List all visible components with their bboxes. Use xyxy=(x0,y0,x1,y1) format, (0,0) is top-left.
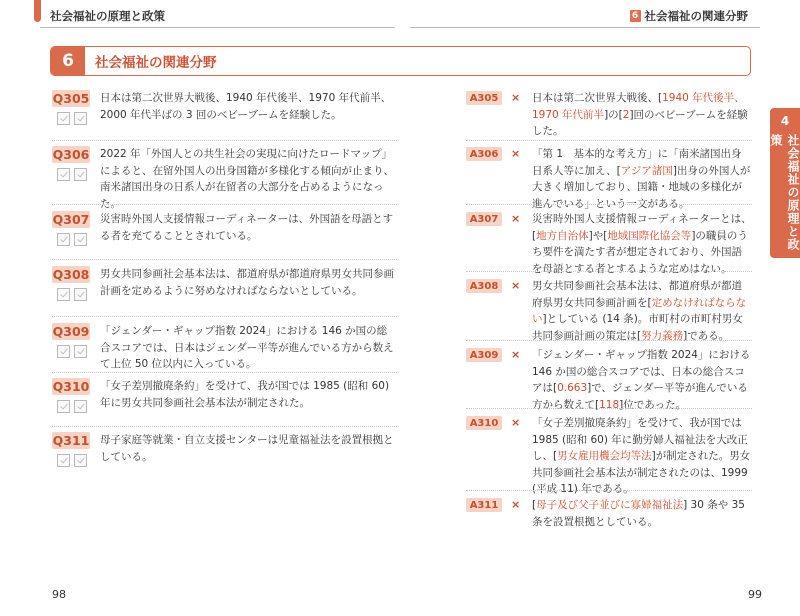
answer-keyword: 118 xyxy=(599,398,620,411)
checkbox[interactable] xyxy=(57,112,70,125)
question-text: 男女共同参画社会基本法は、都道府県が都道府県男女共同参画計画を定めるように努めなければならないとしている。 xyxy=(100,268,394,297)
question-badge: Q309 xyxy=(52,324,90,339)
checkbox[interactable] xyxy=(74,233,87,246)
answer-keyword: 定めなければならない xyxy=(532,296,747,325)
question-badge: Q308 xyxy=(52,267,90,282)
answer-badge: A305 xyxy=(466,91,502,105)
running-head-left: 社会福祉の原理と政策 xyxy=(50,9,165,23)
section-number: 6 xyxy=(51,47,85,75)
question-text: 「女子差別撤廃条約」を受けて、我が国では 1985 (昭和 60) 年に男女共同参画社会基本法が制定された。 xyxy=(100,380,390,409)
answer-mark: × xyxy=(511,348,521,361)
running-head-title: 社会福祉の関連分野 xyxy=(644,9,748,23)
separator xyxy=(52,426,397,427)
answer-badge: A309 xyxy=(466,348,502,362)
running-head-right xyxy=(630,8,749,24)
checkbox[interactable] xyxy=(57,233,70,246)
answer-badge: A306 xyxy=(466,147,502,161)
separator xyxy=(466,140,752,141)
answer-text-part: [ xyxy=(532,499,537,511)
answer-text-part: 「女子差別撤廃条約」を受けて、我が国では 1985 (昭和 60) 年に勤労婦人福祉法を大改正し、[ xyxy=(532,417,748,462)
answer-text-part: ]や[ xyxy=(588,229,608,242)
question-badge: Q305 xyxy=(52,91,90,106)
checkbox[interactable] xyxy=(74,454,87,467)
answer-keyword: 2 xyxy=(622,108,630,121)
check-boxes xyxy=(57,112,87,125)
answer-keyword: 0.663 xyxy=(557,382,588,394)
answer-text-part: ]回のベビーブームを経験した。 xyxy=(532,108,748,137)
answer-badge: A308 xyxy=(466,279,502,293)
answer-text xyxy=(532,90,752,140)
answer-mark: × xyxy=(511,91,521,104)
answer-badge: A307 xyxy=(466,212,502,226)
checkbox[interactable] xyxy=(57,454,70,467)
checkbox[interactable] xyxy=(74,112,87,125)
answer-mark: × xyxy=(511,279,521,292)
checkbox[interactable] xyxy=(74,400,87,413)
answer-mark: × xyxy=(511,416,521,429)
separator xyxy=(466,490,752,491)
answer-keyword: アジア諸国 xyxy=(620,164,673,177)
answer-mark: × xyxy=(511,212,521,225)
answer-text xyxy=(532,415,752,498)
section-heading xyxy=(50,46,751,76)
answer-text-part: ]出身の外国人が大きく増加しており、国籍・地域の多様化が進んでいる」という一文がある。 xyxy=(532,164,751,210)
separator xyxy=(466,408,752,409)
answer-text-part: 日本は第二次世界大戦後、[ xyxy=(532,92,663,104)
question-text: 日本は第二次世界大戦後、1940 年代後半、1970 年代前半、2000 年代半ばの 3 回のベビーブームを経験した。 xyxy=(100,92,392,121)
question-text: 母子家庭等就業・自立支援センターは児童福祉法を設置根拠としている。 xyxy=(100,434,394,463)
answer-text xyxy=(532,211,752,277)
chapter-side-tab xyxy=(770,108,800,258)
answer-keyword: 地方自治体 xyxy=(536,229,589,242)
answer-text-part: 災害時外国人支援情報コーディネーターとは、[ xyxy=(532,213,752,242)
answer-keyword: 1940 年代後半、1970 年代前半 xyxy=(532,92,745,121)
chapter-title: 社会福祉の原理と政策 xyxy=(769,134,800,251)
top-edge-tab xyxy=(34,0,41,22)
answer-mark: × xyxy=(511,147,521,160)
answer-text xyxy=(532,497,752,530)
answer-text-part: ] 30 条や 35 条を設置根拠としている。 xyxy=(532,499,745,528)
answer-mark: × xyxy=(511,498,521,511)
separator xyxy=(466,271,752,272)
answer-keyword: 男女雇用機会均等法 xyxy=(557,450,652,462)
answer-text-part: 男女共同参画社会基本法は、都道府県が都道府県男女共同参画計画を[ xyxy=(532,280,742,309)
checkbox[interactable] xyxy=(74,168,87,181)
question-text: 2022 年「外国人との共生社会の実現に向けたロードマップ」によると、在留外国人の出身国籍が多様化する傾向が止まり、南米諸国出身の日系人が在留者の大部分を占めるようになった。 xyxy=(100,148,394,210)
answer-text-part: 「第 1 基本的な考え方」に「南米諸国出身日系人等に加え、[ xyxy=(532,148,742,177)
answer-text-part: ]としている (14 条)。市町村の市町村男女共同参画計画の策定は[ xyxy=(532,313,743,342)
question-badge: Q306 xyxy=(52,147,90,162)
answer-text-part: ]の職員のうち要件を満たす者が想定されており、外国語を母語とする者とするような定めはない。 xyxy=(532,229,748,275)
separator xyxy=(52,204,397,205)
checkbox[interactable] xyxy=(57,345,70,358)
answer-text-part: ]位であった。 xyxy=(619,398,687,411)
answer-keyword: 母子及び父子並びに寡婦福祉法 xyxy=(536,499,684,511)
page-number-right: 99 xyxy=(748,588,762,601)
separator xyxy=(52,259,397,260)
chapter-number: 4 xyxy=(780,114,790,128)
section-title: 社会福祉の関連分野 xyxy=(95,55,217,71)
separator xyxy=(52,140,397,141)
answer-keyword: 地域国際化協会等 xyxy=(607,229,692,242)
checkbox[interactable] xyxy=(74,288,87,301)
running-head-number: 6 xyxy=(630,10,641,22)
answer-badge: A310 xyxy=(466,416,502,430)
question-badge: Q310 xyxy=(52,379,90,394)
check-boxes xyxy=(57,400,87,413)
answer-text xyxy=(532,347,752,413)
answer-text-part: ]である。 xyxy=(683,329,730,342)
answer-text-part: ]が制定された。男女共同参画社会基本法が制定されたのは、1999 (平成 11) 年である。 xyxy=(532,450,751,495)
checkbox[interactable] xyxy=(57,168,70,181)
check-boxes xyxy=(57,288,87,301)
answer-text-part: 「ジェンダー・ギャップ指数 2024」における 146 か国の総合スコアでは、日本の総合スコアは[ xyxy=(532,349,751,394)
separator xyxy=(52,372,397,373)
page-number-left: 98 xyxy=(52,588,66,601)
answer-text xyxy=(532,146,752,212)
answer-text xyxy=(532,278,752,344)
check-boxes xyxy=(57,168,87,181)
question-badge: Q311 xyxy=(52,433,90,448)
checkbox[interactable] xyxy=(57,288,70,301)
header-rule-left xyxy=(40,27,395,28)
question-badge: Q307 xyxy=(52,212,90,227)
answer-text-part: ]の[ xyxy=(604,108,623,121)
separator xyxy=(52,316,397,317)
answer-badge: A311 xyxy=(466,498,502,512)
checkbox[interactable] xyxy=(74,345,87,358)
question-text: 「ジェンダー・ギャップ指数 2024」における 146 か国の総合スコアでは、日本はジェンダー平等が進んでいる方から数えて上位 50 位以内に入っている。 xyxy=(100,325,394,370)
answer-text-part: ]で、ジェンダー平等が進んでいる方から数えて[ xyxy=(532,382,748,411)
check-boxes xyxy=(57,233,87,246)
answer-keyword: 努力義務 xyxy=(641,329,684,342)
separator xyxy=(466,340,752,341)
check-boxes xyxy=(57,454,87,467)
checkbox[interactable] xyxy=(57,400,70,413)
question-text: 災害時外国人支援情報コーディネーターは、外国語を母語とする者を充てることとされている。 xyxy=(100,213,394,242)
separator xyxy=(466,204,752,205)
header-rule-right xyxy=(410,27,760,28)
check-boxes xyxy=(57,345,87,358)
